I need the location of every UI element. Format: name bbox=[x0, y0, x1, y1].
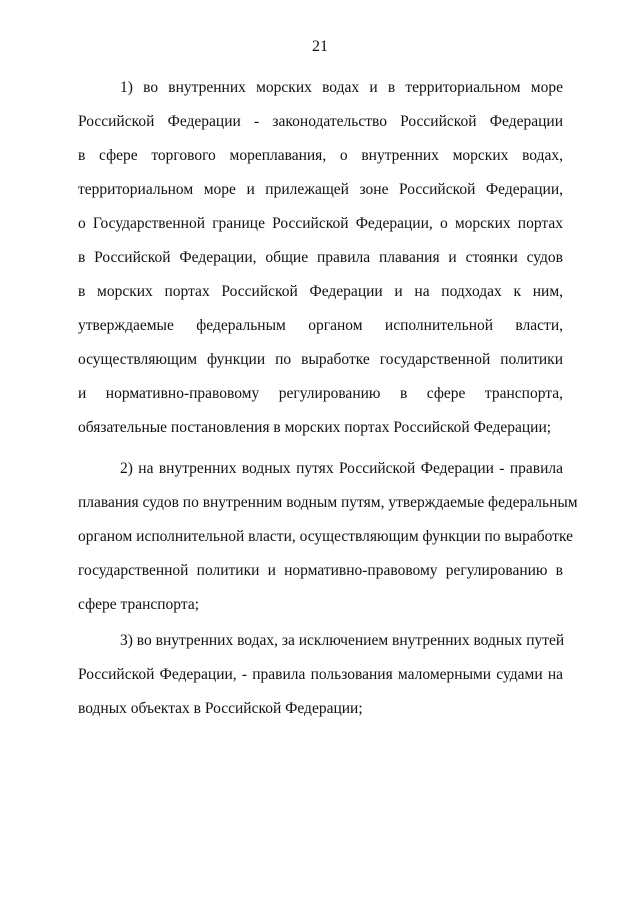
text-line: органом исполнительной власти, осуществляющим функции по выработке bbox=[78, 528, 574, 545]
page-number: 21 bbox=[312, 38, 328, 55]
text-line: 3) во внутренних водах, за исключением внутренних водных путей bbox=[120, 632, 565, 649]
text-line: обязательные постановления в морских портах Российской Федерации; bbox=[78, 419, 552, 436]
text-line: сфере транспорта; bbox=[78, 596, 200, 613]
text-line: 1) во внутренних морских водах и в территориальном море bbox=[120, 79, 563, 96]
text-line: осуществляющим функции по выработке государственной политики bbox=[78, 351, 563, 368]
text-line: о Государственной границе Российской Федерации, о морских портах bbox=[78, 215, 563, 232]
text-line: в морских портах Российской Федерации и на подходах к ним, bbox=[78, 283, 563, 300]
text-line: и нормативно-правовому регулированию в сфере транспорта, bbox=[78, 385, 563, 402]
text-line: территориальном море и прилежащей зоне Российской Федерации, bbox=[78, 181, 563, 198]
text-line: плавания судов по внутренним водным путям, утверждаемые федеральным bbox=[78, 494, 578, 511]
text-line: Российской Федерации, - правила пользования маломерными судами на bbox=[78, 666, 563, 683]
text-line: утверждаемые федеральным органом исполнительной власти, bbox=[78, 317, 563, 334]
text-line: в Российской Федерации, общие правила плавания и стоянки судов bbox=[78, 249, 563, 266]
text-line: в сфере торгового мореплавания, о внутренних морских водах, bbox=[78, 147, 563, 164]
text-line: Российской Федерации - законодательство Российской Федерации bbox=[78, 113, 563, 130]
text-line: 2) на внутренних водных путях Российской Федерации - правила bbox=[120, 460, 563, 477]
text-line: водных объектах в Российской Федерации; bbox=[78, 700, 363, 717]
text-line: государственной политики и нормативно-правовому регулированию в bbox=[78, 562, 563, 579]
